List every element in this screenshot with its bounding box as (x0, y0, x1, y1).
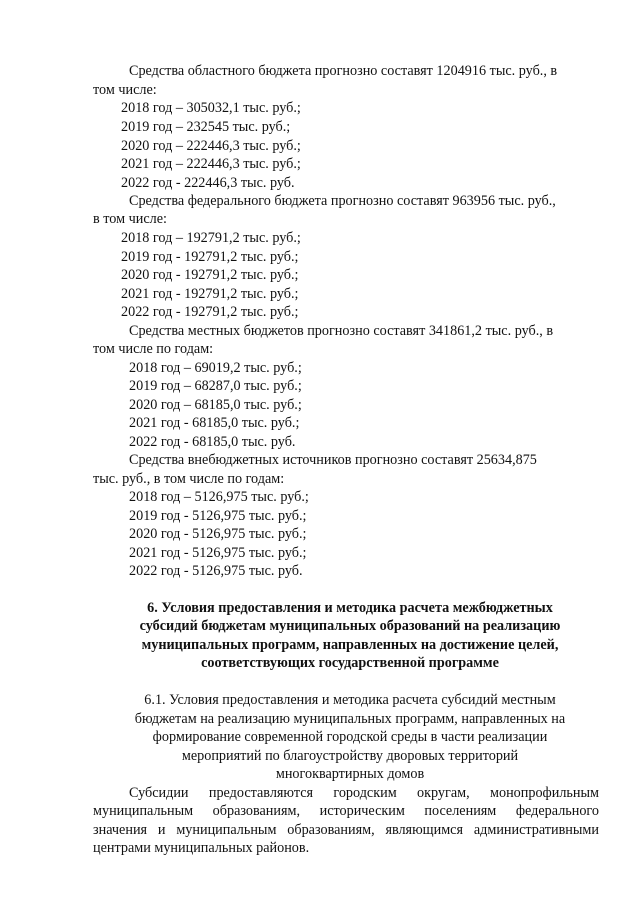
subsection61-heading-line3: формирование современной городской среды в части реализации (152, 729, 548, 745)
local-year-2018: 2018 год – 69019,2 тыс. руб.; (129, 360, 302, 376)
local-intro-line1: Средства местных бюджетов прогнозно составят 341861,2 тыс. руб., в (129, 323, 554, 339)
regional-year-2021: 2021 год – 222446,3 тыс. руб.; (121, 156, 301, 172)
subsection61-heading-line2: бюджетам на реализацию муниципальных программ, направленных на (134, 711, 566, 727)
section6-heading-line2: субсидий бюджетам муниципальных образований на реализацию (139, 618, 561, 634)
federal-year-2020: 2020 год - 192791,2 тыс. руб.; (121, 267, 299, 283)
regional-year-2018: 2018 год – 305032,1 тыс. руб.; (121, 100, 301, 116)
subsection61-paragraph-line1: Субсидии предоставляются городским округам, монопрофильным (129, 785, 599, 801)
subsection61-paragraph-line3: значения и муниципальным образованиям, являющимся административными (93, 822, 599, 838)
section6-heading-line1: 6. Условия предоставления и методика расчета межбюджетных (147, 600, 553, 616)
federal-year-2019: 2019 год - 192791,2 тыс. руб.; (121, 249, 299, 265)
regional-year-2022: 2022 год - 222446,3 тыс. руб. (121, 175, 295, 191)
federal-intro-line1: Средства федерального бюджета прогнозно составят 963956 тыс. руб., (129, 193, 556, 209)
section6-heading-line4: соответствующих государственной программе (201, 655, 499, 671)
local-year-2020: 2020 год – 68185,0 тыс. руб.; (129, 397, 302, 413)
federal-year-2021: 2021 год - 192791,2 тыс. руб.; (121, 286, 299, 302)
section6-heading-line3: муниципальных программ, направленных на достижение целей, (141, 637, 559, 653)
subsection61-heading-line1: 6.1. Условия предоставления и методика расчета субсидий местным (144, 692, 556, 708)
regional-intro-line1: Средства областного бюджета прогнозно составят 1204916 тыс. руб., в (129, 63, 558, 79)
subsection61-heading-line5: многоквартирных домов (275, 766, 425, 782)
extrabudget-year-2021: 2021 год - 5126,975 тыс. руб.; (129, 545, 307, 561)
subsection61-heading-line4: мероприятий по благоустройству дворовых территорий (181, 748, 519, 764)
local-year-2022: 2022 год - 68185,0 тыс. руб. (129, 434, 296, 450)
subsection61-paragraph-line4: центрами муниципальных районов. (93, 840, 310, 856)
extrabudget-year-2022: 2022 год - 5126,975 тыс. руб. (129, 563, 303, 579)
subsection61-paragraph-line2: муниципальным образованиям, историческим поселениям федерального (93, 803, 599, 819)
local-intro-line2: том числе по годам: (93, 341, 214, 357)
regional-intro-line2: том числе: (93, 82, 157, 98)
local-year-2019: 2019 год – 68287,0 тыс. руб.; (129, 378, 302, 394)
regional-year-2020: 2020 год – 222446,3 тыс. руб.; (121, 138, 301, 154)
extrabudget-intro-line2: тыс. руб., в том числе по годам: (93, 471, 285, 487)
local-year-2021: 2021 год - 68185,0 тыс. руб.; (129, 415, 300, 431)
federal-year-2022: 2022 год - 192791,2 тыс. руб.; (121, 304, 299, 320)
extrabudget-year-2020: 2020 год - 5126,975 тыс. руб.; (129, 526, 307, 542)
extrabudget-year-2019: 2019 год - 5126,975 тыс. руб.; (129, 508, 307, 524)
federal-intro-line2: в том числе: (93, 211, 167, 227)
extrabudget-year-2018: 2018 год – 5126,975 тыс. руб.; (129, 489, 309, 505)
regional-year-2019: 2019 год – 232545 тыс. руб.; (121, 119, 291, 135)
federal-year-2018: 2018 год – 192791,2 тыс. руб.; (121, 230, 301, 246)
extrabudget-intro-line1: Средства внебюджетных источников прогнозно составят 25634,875 (129, 452, 537, 468)
